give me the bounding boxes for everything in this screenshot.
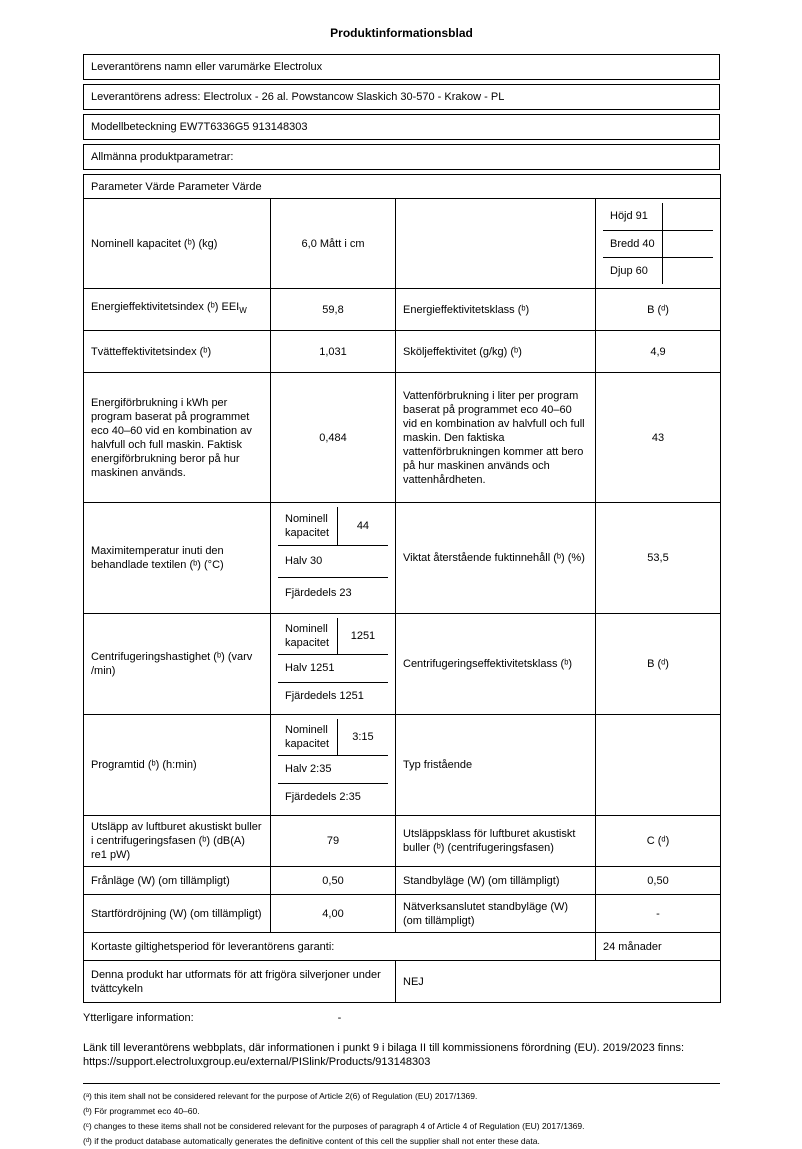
spin-class-param-cell: Centrifugeringseffektivitetsklass (ᵇ) (396, 614, 596, 715)
noise-param-cell: Utsläpp av luftburet akustiskt buller i centrifugeringsfasen (ᵇ) (dB(A) re1 pW) (84, 816, 271, 867)
max-temp-half-cell: Halv 30 (278, 545, 388, 577)
footnote-c: (ᶜ) changes to these items shall not be considered relevant for the purposes of paragraph 4 of Article 4 of Regulation (EU) 2017/1369. (83, 1121, 585, 1131)
networked-standby-param-cell: Nätverksanslutet standbyläge (W) (om tillämpligt) (396, 895, 596, 933)
table-header-row (84, 175, 721, 199)
supplier-address-text: Leverantörens adress: Electrolux - 26 al. Powstancow Slaskich 30-570 - Krakow - PL (91, 91, 505, 103)
additional-information-label: Ytterligare information: (83, 1012, 194, 1024)
duration-quarter-row (278, 783, 388, 811)
max-temp-subtable (278, 507, 388, 609)
duration-param-cell: Programtid (ᵇ) (h:min) (84, 715, 271, 816)
row-silver-ions (84, 961, 721, 1003)
spin-quarter-cell: Fjärdedels 1251 (278, 682, 388, 710)
capacity-param-cell: Nominell kapacitet (ᵇ) (kg) (84, 199, 271, 289)
footnote-a: (ᵃ) this item shall not be considered relevant for the purpose of Article 2(6) of Regulation (EU) 2017/1369. (83, 1091, 478, 1101)
row-max-temperature (84, 503, 721, 614)
dimension-depth-value-cell (662, 257, 713, 284)
columns-header-cell: Parameter Värde Parameter Värde (84, 175, 721, 199)
dimension-depth-cell: Djup 60 (603, 257, 662, 284)
duration-rated-label-cell: Nominell kapacitet (278, 719, 337, 755)
max-temp-rated-label-cell: Nominell kapacitet (278, 507, 337, 545)
max-temp-values-cell (271, 503, 396, 614)
off-mode-param-cell: Frånläge (W) (om tillämpligt) (84, 867, 271, 895)
dimension-row-width (603, 230, 713, 257)
type-value-cell (596, 715, 721, 816)
warranty-value-cell: 24 månader (596, 933, 721, 961)
delay-start-param-cell: Startfördröjning (W) (om tillämpligt) (84, 895, 271, 933)
dimension-row-height (603, 203, 713, 230)
duration-values-cell (271, 715, 396, 816)
max-temp-quarter-cell: Fjärdedels 23 (278, 577, 388, 609)
standby-value-cell: 0,50 (596, 867, 721, 895)
model-identifier-text: Modellbeteckning EW7T6336G5 913148303 (91, 121, 308, 133)
eei-subscript: W (239, 306, 247, 316)
eei-param-cell (84, 289, 271, 331)
supplier-name-row (83, 54, 720, 80)
warranty-param-cell: Kortaste giltighetsperiod för leverantörens garanti: (84, 933, 596, 961)
row-energy-efficiency-index (84, 289, 721, 331)
supplier-name-text: Leverantörens namn eller varumärke Electrolux (91, 61, 323, 73)
energy-class-param-cell: Energieffektivitetsklass (ᵇ) (396, 289, 596, 331)
footnotes-section (83, 1083, 720, 1149)
row-capacity (84, 199, 721, 289)
row-wash-efficiency (84, 331, 721, 373)
max-temp-half-row (278, 545, 388, 577)
additional-information-value: - (337, 1012, 342, 1024)
noise-class-param-cell: Utsläppsklass för luftburet akustiskt buller (ᵇ) (centrifugeringsfasen) (396, 816, 596, 867)
energy-consumption-value-cell: 0,484 (271, 373, 396, 503)
type-param-cell: Typ fristående (396, 715, 596, 816)
wash-index-value-cell: 1,031 (271, 331, 396, 373)
duration-rated-value-cell: 3:15 (337, 719, 388, 755)
row-warranty (84, 933, 721, 961)
duration-subtable (278, 719, 388, 811)
footnote-b: (ᵇ) För programmet eco 40–60. (83, 1106, 200, 1116)
model-identifier-row (83, 114, 720, 140)
off-mode-value-cell: 0,50 (271, 867, 396, 895)
dimension-height-value-cell (662, 203, 713, 230)
spin-speed-subtable (278, 618, 388, 710)
footnote-d: (ᵈ) if the product database automatically generates the definitive content of this cell the supplier shall not enter these data. (83, 1136, 540, 1146)
additional-information-row (83, 1011, 720, 1025)
spin-rated-row (278, 618, 388, 654)
max-temp-rated-row (278, 507, 388, 545)
spin-class-value-cell: B (ᵈ) (596, 614, 721, 715)
row-off-mode (84, 867, 721, 895)
row-delay-start (84, 895, 721, 933)
duration-half-row (278, 755, 388, 783)
eei-value-cell: 59,8 (271, 289, 396, 331)
dimensions-subtable (603, 203, 713, 284)
supplier-website-block (83, 1041, 720, 1069)
spin-speed-values-cell (271, 614, 396, 715)
spin-speed-param-cell: Centrifugeringshastighet (ᵇ) (varv /min) (84, 614, 271, 715)
wash-index-param-cell: Tvätteffektivitetsindex (ᵇ) (84, 331, 271, 373)
max-temp-quarter-row (278, 577, 388, 609)
product-parameters-table (83, 174, 721, 1003)
silver-ions-value-cell: NEJ (396, 961, 721, 1003)
rinse-param-cell: Sköljeffektivitet (g/kg) (ᵇ) (396, 331, 596, 373)
moisture-value-cell: 53,5 (596, 503, 721, 614)
energy-consumption-param-cell: Energiförbrukning i kWh per program baserat på programmet eco 40–60 vid en kombination av halvfull och full maskin. Faktisk energiförbrukning beror på hur maskinen används. (84, 373, 271, 503)
water-consumption-value-cell: 43 (596, 373, 721, 503)
supplier-website-text: Länk till leverantörens webbplats, där informationen i punkt 9 i bilaga II till kommissionens förordning (EU). 2019/2023 finns: (83, 1042, 685, 1054)
energy-class-value-cell: B (ᵈ) (596, 289, 721, 331)
spin-half-row (278, 654, 388, 682)
dimension-width-value-cell (662, 230, 713, 257)
spin-rated-label-cell: Nominell kapacitet (278, 618, 337, 654)
spin-half-cell: Halv 1251 (278, 654, 388, 682)
dimension-height-cell: Höjd 91 (603, 203, 662, 230)
capacity-empty-cell (396, 199, 596, 289)
noise-value-cell: 79 (271, 816, 396, 867)
max-temp-rated-value-cell: 44 (337, 507, 388, 545)
eei-param-text: Energieffektivitetsindex (ᵇ) EEI (91, 301, 240, 314)
spin-quarter-row (278, 682, 388, 710)
noise-class-value-cell: C (ᵈ) (596, 816, 721, 867)
silver-ions-param-cell: Denna produkt har utformats för att frigöra silverjoner under tvättcykeln (84, 961, 396, 1003)
row-acoustic-noise (84, 816, 721, 867)
rinse-value-cell: 4,9 (596, 331, 721, 373)
capacity-value-cell: 6,0 Mått i cm (271, 199, 396, 289)
duration-rated-row (278, 719, 388, 755)
general-parameters-heading (83, 144, 720, 170)
max-temp-param-cell: Maximitemperatur inuti den behandlade textilen (ᵇ) (°C) (84, 503, 271, 614)
duration-half-cell: Halv 2:35 (278, 755, 388, 783)
networked-standby-value-cell: - (596, 895, 721, 933)
spin-rated-value-cell: 1251 (337, 618, 388, 654)
row-energy-water-consumption (84, 373, 721, 503)
moisture-param-cell: Viktat återstående fuktinnehåll (ᵇ) (%) (396, 503, 596, 614)
row-spin-speed (84, 614, 721, 715)
row-programme-duration (84, 715, 721, 816)
water-consumption-param-cell: Vattenförbrukning i liter per program baserat på programmet eco 40–60 vid en kombination av halvfull och full maskin. Den faktiska vattenförbrukningen kommer att bero på hur maskinen används och vattenhårdheten. (396, 373, 596, 503)
dimension-width-cell: Bredd 40 (603, 230, 662, 257)
delay-start-value-cell: 4,00 (271, 895, 396, 933)
page-title: Produktinformationsblad (330, 26, 473, 40)
duration-quarter-cell: Fjärdedels 2:35 (278, 783, 388, 811)
general-parameters-text: Allmänna produktparametrar: (91, 151, 234, 163)
dimensions-cell (596, 199, 721, 289)
supplier-address-row (83, 84, 720, 110)
supplier-website-link[interactable]: https://support.electroluxgroup.eu/external/PISlink/Products/913148303 (83, 1056, 431, 1068)
dimension-row-depth (603, 257, 713, 284)
standby-param-cell: Standbyläge (W) (om tillämpligt) (396, 867, 596, 895)
